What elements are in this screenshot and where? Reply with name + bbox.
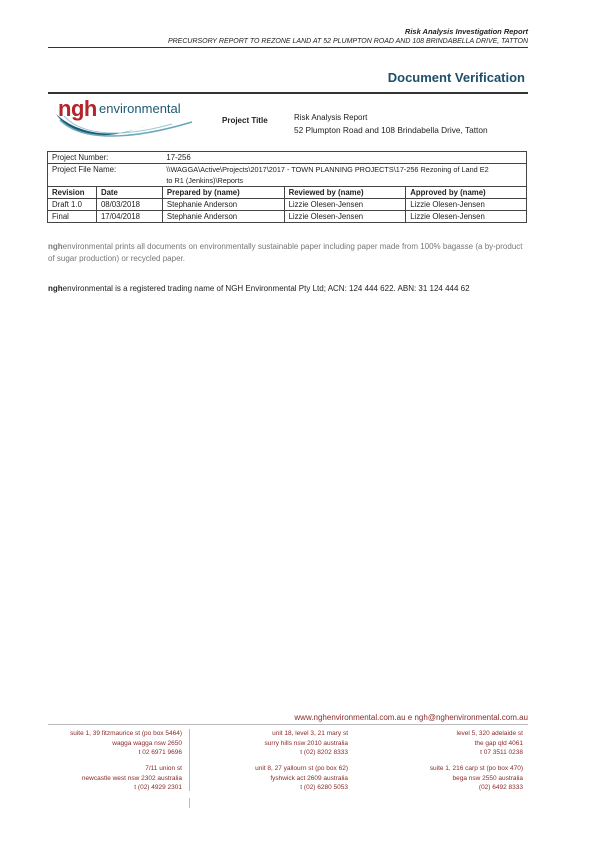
address-line: (02) 6492 8333 (478, 784, 523, 791)
project-number-value: 17-256 (162, 152, 526, 164)
office-address (48, 729, 182, 758)
project-file-line2: to R1 (Jenkins)\Reports (166, 176, 244, 185)
address-line: t (02) 4929 2301 (134, 784, 182, 791)
approved-cell: Lizzie Olesen-Jensen (406, 211, 527, 223)
date-cell: 17/04/2018 (96, 211, 162, 223)
office-address (370, 729, 523, 758)
report-title: Risk Analysis Investigation Report (404, 27, 528, 36)
section-divider (48, 92, 528, 94)
address-line: unit 18, level 3, 21 mary st (272, 730, 348, 737)
revision-cell: Final (48, 211, 97, 223)
project-title-value (294, 111, 488, 137)
project-number-row (48, 152, 527, 164)
header-date: Date (96, 187, 162, 199)
header-prepared: Prepared by (name) (162, 187, 284, 199)
logo-suffix: environmental (99, 101, 181, 116)
address-line: t (02) 8202 8333 (300, 749, 348, 756)
ngh-logo (52, 96, 202, 144)
project-title-line2: 52 Plumpton Road and 108 Brindabella Drive, Tatton (294, 125, 488, 135)
office-address (48, 764, 182, 793)
project-file-line1: \\WAGGA\Active\Projects\2017\2017 - TOWN PLANNING PROJECTS\17-256 Rezoning of Land E2 (166, 165, 489, 174)
reviewed-cell: Lizzie Olesen-Jensen (284, 211, 406, 223)
table-row (48, 199, 527, 211)
note-text: environmental prints all documents on environmentally sustainable paper including paper made from 100% bagasse (a by-product of sugar production) or recycled paper. (48, 242, 523, 263)
address-line: t (02) 6280 5053 (300, 784, 348, 791)
report-subtitle: PRECURSORY REPORT TO REZONE LAND AT 52 PLUMPTON ROAD AND 108 BRINDABELLA DRIVE, TATTON (167, 38, 528, 45)
paper-note (48, 241, 528, 265)
header-revision: Revision (48, 187, 97, 199)
address-line: t 07 3511 0238 (480, 749, 523, 756)
header-divider (48, 47, 528, 48)
footer-contact: www.nghenvironmental.com.au e ngh@nghenvironmental.com.au (294, 713, 528, 722)
reviewed-cell: Lizzie Olesen-Jensen (284, 199, 406, 211)
office-address (200, 764, 348, 793)
footer-divider (48, 724, 528, 725)
revision-cell: Draft 1.0 (48, 199, 97, 211)
address-line: bega nsw 2550 australia (452, 774, 523, 782)
project-file-label: Project File Name: (48, 164, 163, 187)
address-line: fyshwick act 2609 australia (270, 774, 348, 782)
address-line: wagga wagga nsw 2650 (112, 739, 182, 747)
prepared-cell: Stephanie Anderson (162, 211, 284, 223)
footer-column-divider (189, 729, 190, 791)
prepared-cell: Stephanie Anderson (162, 199, 284, 211)
registration-note (48, 284, 470, 293)
address-line: newcastle west nsw 2302 australia (81, 774, 182, 782)
address-line: suite 1, 216 carp st (po box 470) (429, 765, 523, 772)
table-header-row (48, 187, 527, 199)
registration-text: environmental is a registered trading name of NGH Environmental Pty Ltd; ACN: 124 444 622. ABN: 31 124 444 62 (62, 284, 470, 293)
registration-brand: ngh (48, 284, 63, 293)
address-line: the gap qld 4061 (474, 739, 523, 747)
project-number-label: Project Number: (48, 152, 163, 164)
footer-column-divider (189, 798, 190, 808)
address-line: unit 8, 27 yallourn st (po box 62) (255, 765, 348, 772)
section-title: Document Verification (387, 70, 525, 85)
address-line: t 02 6971 9696 (138, 749, 182, 756)
project-file-row (48, 164, 527, 187)
project-title-line1: Risk Analysis Report (294, 113, 368, 122)
approved-cell: Lizzie Olesen-Jensen (406, 199, 527, 211)
table-row (48, 211, 527, 223)
verification-table (47, 151, 527, 223)
project-title-label: Project Title (222, 116, 268, 125)
address-line: surry hills nsw 2010 australia (264, 739, 348, 747)
office-address (200, 729, 348, 758)
address-line: suite 1, 39 fitzmaurice st (po box 5464) (69, 730, 182, 737)
address-line: 7/11 union st (145, 765, 182, 772)
office-address (370, 764, 523, 793)
header-approved: Approved by (name) (406, 187, 527, 199)
note-brand: ngh (48, 242, 63, 251)
address-line: level 5, 320 adelaide st (456, 730, 523, 737)
logo-brand: ngh (58, 96, 97, 121)
date-cell: 08/03/2018 (96, 199, 162, 211)
header-reviewed: Reviewed by (name) (284, 187, 406, 199)
project-file-value (162, 164, 526, 187)
